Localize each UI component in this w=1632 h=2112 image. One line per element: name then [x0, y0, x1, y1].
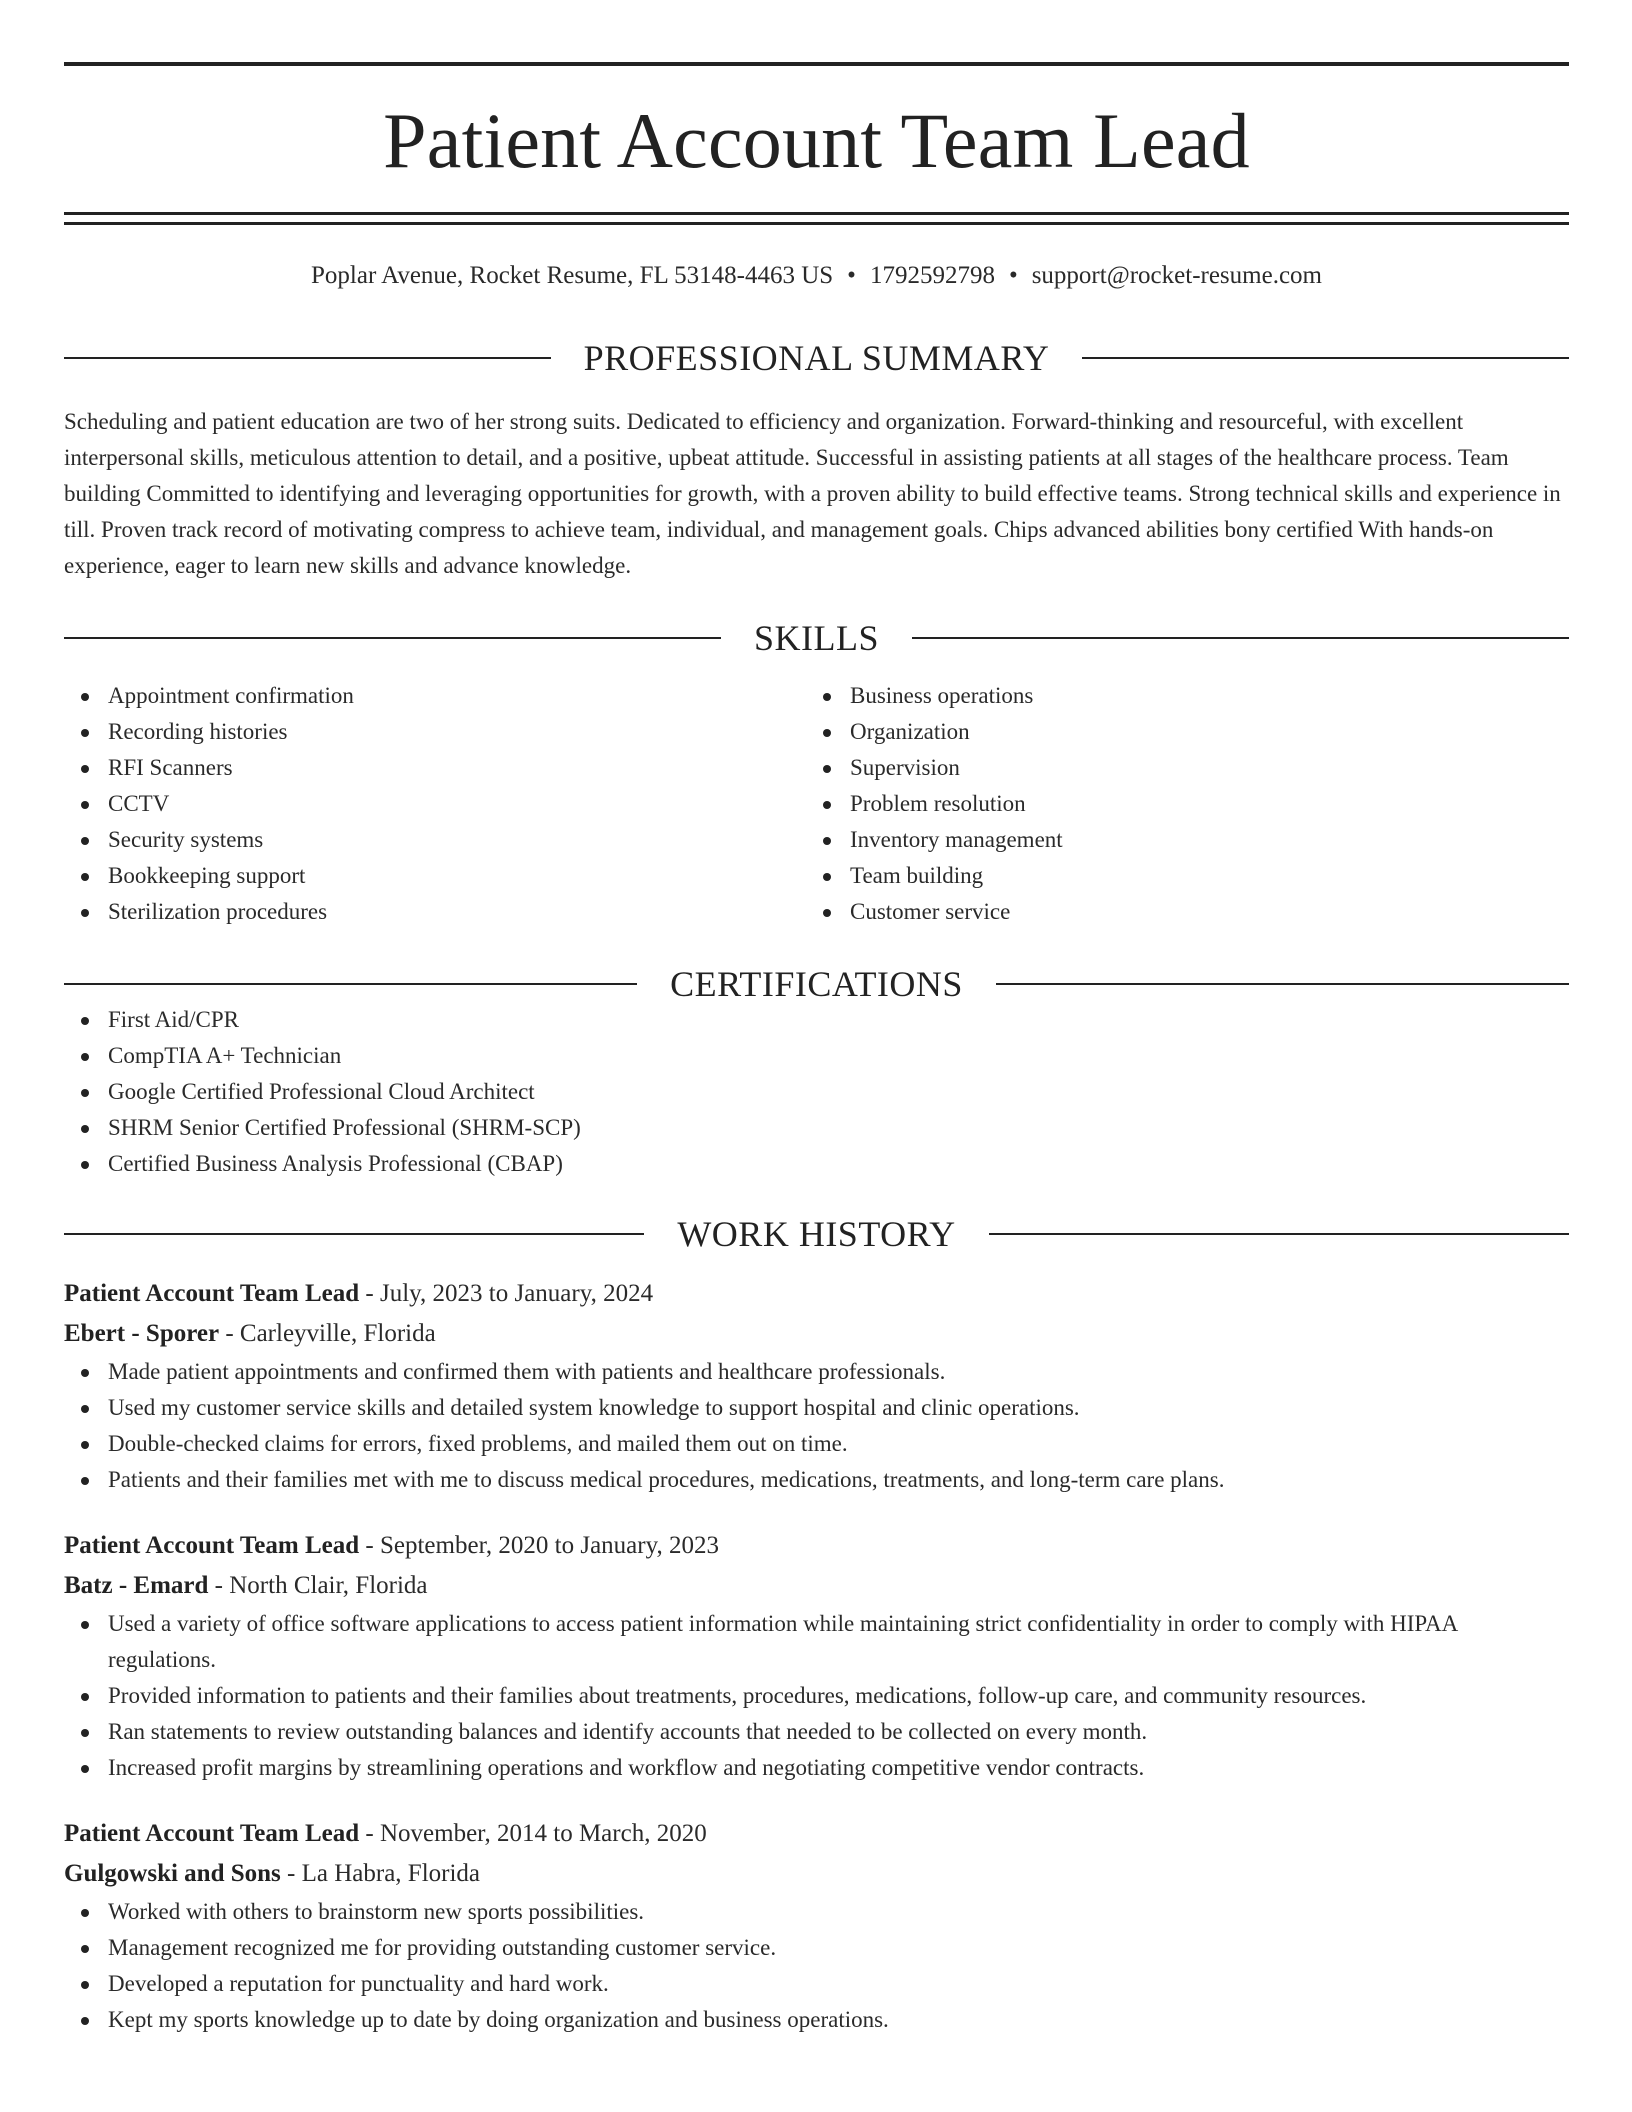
- skills-column-right: [806, 678, 1548, 930]
- job-bullet: Double-checked claims for errors, fixed problems, and mailed them out on time.: [64, 1426, 1569, 1462]
- skill-item: RFI Scanners: [64, 750, 806, 786]
- job-company-line: [64, 1854, 1569, 1894]
- heading-line-right: [1082, 357, 1569, 359]
- work-history-heading: [64, 1216, 1569, 1252]
- heading-line-left: [64, 637, 721, 639]
- heading-line-left: [64, 983, 637, 985]
- job-location: - La Habra, Florida: [280, 1860, 481, 1887]
- job-bullets: [64, 1606, 1569, 1786]
- job-bullet: Worked with others to brainstorm new sports possibilities.: [64, 1894, 1569, 1930]
- job-company-line: [64, 1314, 1569, 1354]
- job-company: Gulgowski and Sons: [64, 1860, 281, 1887]
- job-title-line: [64, 1274, 1569, 1314]
- skill-item: Sterilization procedures: [64, 894, 806, 930]
- skill-item: Bookkeeping support: [64, 858, 806, 894]
- job-location: - North Clair, Florida: [208, 1572, 428, 1599]
- contact-separator: •: [1008, 262, 1018, 289]
- contact-email: support@rocket-resume.com: [1031, 262, 1322, 289]
- certification-item: Certified Business Analysis Professional (CBAP): [64, 1146, 1569, 1182]
- job-entry: [64, 1814, 1569, 2038]
- job-bullet: Patients and their families met with me to discuss medical procedures, medications, treatments, and long-term care plans.: [64, 1462, 1569, 1498]
- skills-list-right: [806, 678, 1548, 930]
- heading-line-right: [989, 1233, 1569, 1235]
- job-bullets: [64, 1354, 1569, 1498]
- skill-item: Supervision: [806, 750, 1548, 786]
- job-location: - Carleyville, Florida: [219, 1320, 436, 1347]
- job-company: Ebert - Sporer: [64, 1320, 220, 1347]
- job-title-line: [64, 1526, 1569, 1566]
- job-bullet: Developed a reputation for punctuality and hard work.: [64, 1966, 1569, 2002]
- skill-item: Security systems: [64, 822, 806, 858]
- job-title: Patient Account Team Lead: [64, 1820, 360, 1847]
- job-bullet: Kept my sports knowledge up to date by doing organization and business operations.: [64, 2002, 1569, 2038]
- certifications-list: [64, 1002, 1569, 1182]
- skill-item: Business operations: [806, 678, 1548, 714]
- heading-line-left: [64, 1233, 644, 1235]
- certifications-heading-text: CERTIFICATIONS: [670, 964, 963, 1004]
- certification-item: Google Certified Professional Cloud Architect: [64, 1074, 1569, 1110]
- skills-heading-text: SKILLS: [754, 618, 880, 658]
- job-bullet: Made patient appointments and confirmed them with patients and healthcare professionals.: [64, 1354, 1569, 1390]
- heading-line-left: [64, 357, 551, 359]
- skills-list-left: [64, 678, 806, 930]
- job-dates: - November, 2014 to March, 2020: [359, 1820, 707, 1847]
- contact-line: [64, 263, 1569, 288]
- contact-separator: •: [847, 262, 856, 289]
- skill-item: CCTV: [64, 786, 806, 822]
- job-dates: - September, 2020 to January, 2023: [359, 1532, 719, 1559]
- job-bullets: [64, 1894, 1569, 2038]
- job-bullet: Used a variety of office software applications to access patient information while maintaining strict confidentiality in order to comply with HIPAA regulations.: [64, 1606, 1569, 1678]
- certification-item: First Aid/CPR: [64, 1002, 1569, 1038]
- job-bullet: Used my customer service skills and detailed system knowledge to support hospital and clinic operations.: [64, 1390, 1569, 1426]
- job-bullet: Provided information to patients and their families about treatments, procedures, medications, follow-up care, and community resources.: [64, 1678, 1569, 1714]
- summary-text: Scheduling and patient education are two of her strong suits. Dedicated to efficiency and organization. Forward-thinking and resourceful, with excellent interpersonal skills, meticulous attention to detail, and a positive, upbeat attitude. Successful in assisting patients at all stages of the healthcare process. Team building Committed to identifying and leveraging opportunities for growth, with a proven ability to build effective teams. Strong technical skills and experience in till. Proven track record of motivating compress to achieve team, individual, and management goals. Chips advanced abilities bony certified With hands-on experience, eager to learn new skills and advance knowledge.: [64, 409, 1561, 578]
- contact-address: Poplar Avenue, Rocket Resume, FL 53148-4463 US: [311, 262, 834, 289]
- certifications-heading: [64, 966, 1569, 1002]
- summary-heading-text: PROFESSIONAL SUMMARY: [583, 338, 1050, 378]
- contact-phone: 1792592798: [869, 262, 995, 289]
- skills-grid: [64, 678, 1569, 930]
- title-double-rule: [64, 212, 1569, 225]
- top-rule: [64, 62, 1569, 66]
- skill-item: Problem resolution: [806, 786, 1548, 822]
- certification-item: CompTIA A+ Technician: [64, 1038, 1569, 1074]
- skill-item: Team building: [806, 858, 1548, 894]
- job-title: Patient Account Team Lead: [64, 1532, 360, 1559]
- job-entry: [64, 1526, 1569, 1786]
- skills-column-left: [64, 678, 806, 930]
- skill-item: Inventory management: [806, 822, 1548, 858]
- job-entry: [64, 1274, 1569, 1498]
- job-bullet: Ran statements to review outstanding balances and identify accounts that needed to be collected on every month.: [64, 1714, 1569, 1750]
- certification-item: SHRM Senior Certified Professional (SHRM-SCP): [64, 1110, 1569, 1146]
- summary-heading: [64, 340, 1569, 376]
- skills-heading: [64, 620, 1569, 656]
- skill-item: Customer service: [806, 894, 1548, 930]
- job-bullet: Increased profit margins by streamlining operations and workflow and negotiating competitive vendor contracts.: [64, 1750, 1569, 1786]
- job-title-line: [64, 1814, 1569, 1854]
- job-company: Batz - Emard: [64, 1572, 209, 1599]
- job-title: Patient Account Team Lead: [64, 1280, 360, 1307]
- skill-item: Recording histories: [64, 714, 806, 750]
- heading-line-right: [996, 983, 1569, 985]
- job-company-line: [64, 1566, 1569, 1606]
- job-bullet: Management recognized me for providing outstanding customer service.: [64, 1930, 1569, 1966]
- work-history-heading-text: WORK HISTORY: [677, 1214, 956, 1254]
- heading-line-right: [912, 637, 1569, 639]
- resume-title: Patient Account Team Lead: [383, 97, 1250, 184]
- job-dates: - July, 2023 to January, 2024: [359, 1280, 654, 1307]
- skill-item: Appointment confirmation: [64, 678, 806, 714]
- skill-item: Organization: [806, 714, 1548, 750]
